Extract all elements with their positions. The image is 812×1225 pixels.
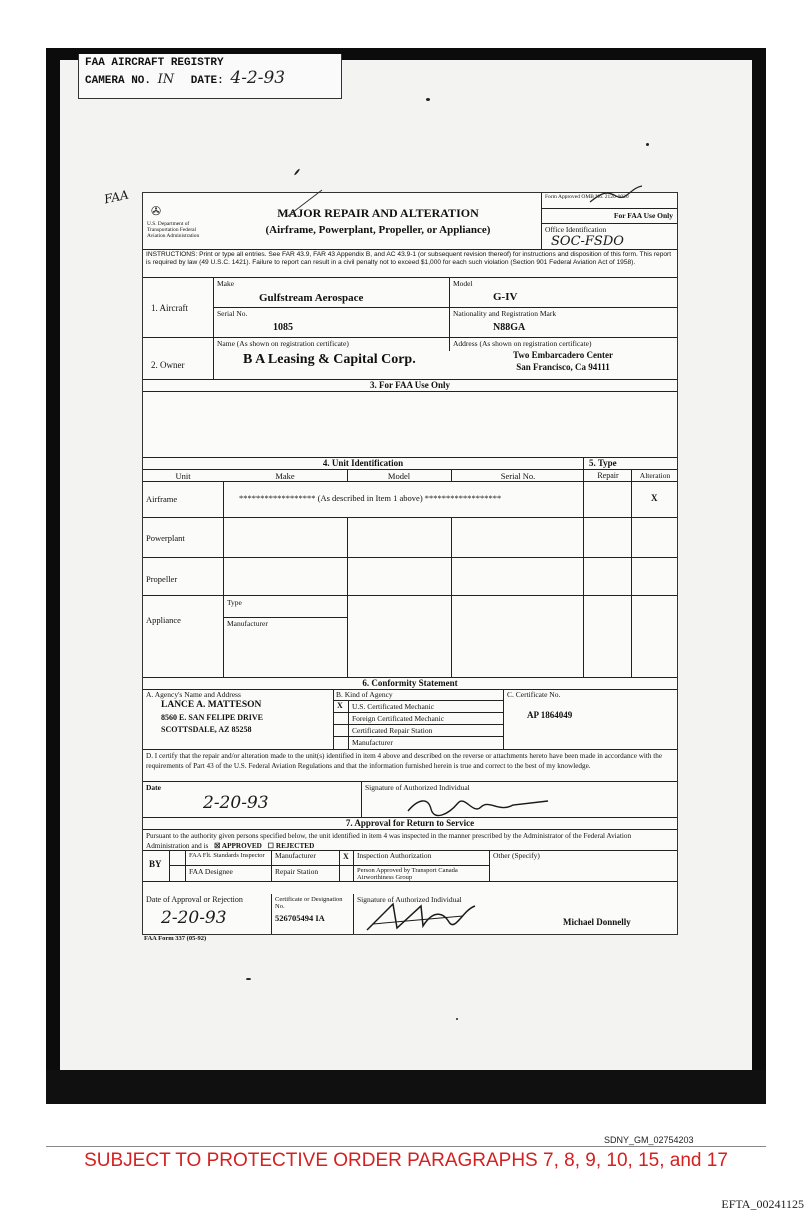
form-title: MAJOR REPAIR AND ALTERATION <box>277 206 479 220</box>
conformity-section-title: 6. Conformity Statement <box>362 678 458 688</box>
agency-address-line1: 8560 E. SAN FELIPE DRIVE <box>161 713 264 722</box>
form-subtitle: (Airframe, Powerplant, Propeller, or Appliance) <box>265 224 491 236</box>
scan-speck <box>646 143 649 146</box>
other-option: Other (Specify) <box>493 851 540 860</box>
protective-order-notice: SUBJECT TO PROTECTIVE ORDER PARAGRAPHS 7, 8, 9, 10, 15, and 17 <box>84 1150 728 1171</box>
registry-stamp <box>78 54 342 99</box>
registry-title: FAA AIRCRAFT REGISTRY <box>85 57 224 69</box>
agency-name-value: LANCE A. MATTESON <box>161 700 262 710</box>
airframe-description: ****************** (As described in Item 1 above) ****************** <box>239 493 502 503</box>
conformity-signature-label: Signature of Authorized Individual <box>365 783 470 792</box>
form-number: FAA Form 337 (05-92) <box>144 935 207 942</box>
scan-border-right <box>752 48 766 1088</box>
approval-cert-value: 526705494 IA <box>275 913 325 923</box>
instructions: INSTRUCTIONS: Print or type all entries. See FAR 43.9, FAR 43 Appendix B, and AC 43.9-1 (or subsequent revision thereof) for instructions and disposition of this form. This report is required by law (49 U.S.C. 1421). Failure to report can result in a civil penalty not to exceed $1,000 for each such violation (Section 901 Federal Aviation Act of 1958). <box>146 251 672 266</box>
type-section-title: 5. Type <box>589 458 617 468</box>
model-value: G-IV <box>493 291 518 303</box>
aircraft-section-label: 1. Aircraft <box>151 303 188 313</box>
scanned-page <box>46 48 766 1104</box>
approval-signer-name: Michael Donnelly <box>563 917 631 927</box>
faa-use-only-label: For FAA Use Only <box>613 211 673 220</box>
inspection-auth-option: Inspection Authorization <box>357 851 432 860</box>
col-header-serial: Serial No. <box>500 471 536 481</box>
model-label: Model <box>453 279 473 288</box>
faa-use-section-title: 3. For FAA Use Only <box>370 380 450 390</box>
repair-station-option: Repair Station <box>275 867 319 876</box>
row-powerplant: Powerplant <box>146 533 185 543</box>
registry-date-label: DATE: <box>190 75 224 87</box>
scan-speck <box>294 168 301 175</box>
nationality-label: Nationality and Registration Mark <box>453 309 557 318</box>
approval-signature <box>363 900 483 934</box>
owner-address-line1: Two Embarcadero Center <box>513 350 613 360</box>
unit-id-section-title: 4. Unit Identification <box>322 458 404 468</box>
by-label: BY <box>149 859 162 869</box>
conformity-date-label: Date <box>146 783 161 792</box>
scan-speck <box>246 978 251 980</box>
make-label: Make <box>217 279 235 288</box>
approval-signature-label: Signature of Authorized Individual <box>357 895 462 904</box>
col-header-alteration: Alteration <box>639 471 671 480</box>
camera-label: CAMERA NO. <box>85 75 152 87</box>
dot-logo-icon: ✇ <box>151 204 162 218</box>
rejected-checkbox: ☐ REJECTED <box>267 842 315 850</box>
col-header-repair: Repair <box>597 471 619 480</box>
appliance-type-label: Type <box>227 598 242 607</box>
scan-border-bottom <box>46 1070 766 1104</box>
scan-border-left <box>46 48 60 1088</box>
fsi-label: FAA Flt. Standards Inspector <box>189 852 265 859</box>
conformity-signature <box>403 791 553 819</box>
appliance-manufacturer-label: Manufacturer <box>227 619 268 628</box>
approval-date-value: 2-20-93 <box>161 908 227 928</box>
serial-label: Serial No. <box>217 309 248 318</box>
row-propeller: Propeller <box>146 574 178 584</box>
conformity-date-value: 2-20-93 <box>203 793 269 813</box>
conformity-statement: D. I certify that the repair and/or alteration made to the unit(s) identified in item 4 above and described on the reverse or attachments hereto have been made in accordance with the requirements of Part 43 of the U.S. Federal Aviation Regulations and that the information furnished herein is true and correct to the best of my knowledge. <box>146 752 663 770</box>
nationality-value: N88GA <box>493 322 526 333</box>
office-id-label: Office Identification <box>545 225 607 234</box>
footer-rule <box>46 1146 766 1147</box>
efta-id: EFTA_00241125 <box>721 1197 804 1211</box>
owner-name-value: B A Leasing & Capital Corp. <box>243 352 416 367</box>
owner-name-label: Name (As shown on registration certificate) <box>217 339 349 348</box>
col-header-unit: Unit <box>175 471 191 481</box>
serial-value: 1085 <box>273 322 293 333</box>
certificate-value: AP 1864049 <box>527 710 573 720</box>
approval-cert-label: Certificate or Designation No. <box>275 896 343 910</box>
return-section-title: 7. Approval for Return to Service <box>345 818 475 828</box>
manufacturer-option: Manufacturer <box>275 851 316 860</box>
kind-mark: X <box>337 701 343 710</box>
camera-number: IN <box>157 72 175 87</box>
owner-address-label: Address (As shown on registration certificate) <box>453 339 592 348</box>
ia-mark: X <box>343 852 349 861</box>
designee-option: FAA Designee <box>189 867 233 876</box>
owner-address-line2: San Francisco, Ca 94111 <box>516 362 610 372</box>
agency-address-line2: SCOTTSDALE, AZ 85258 <box>161 725 252 734</box>
approval-date-label: Date of Approval or Rejection <box>146 895 243 904</box>
col-header-make: Make <box>275 471 295 481</box>
certificate-label: C. Certificate No. <box>507 690 561 699</box>
registry-date: 4-2-93 <box>230 68 286 88</box>
scan-speck <box>456 1018 458 1020</box>
row-appliance: Appliance <box>146 615 181 625</box>
kind-us-mechanic: U.S. Certificated Mechanic <box>352 702 435 711</box>
kind-foreign-mechanic: Foreign Certificated Mechanic <box>352 714 445 723</box>
kind-repair-station: Certificated Repair Station <box>352 726 433 735</box>
approved-checkbox: ☒ APPROVED <box>214 842 262 850</box>
pen-stroke-doodle <box>286 188 326 218</box>
scan-speck <box>426 98 430 101</box>
row-airframe: Airframe <box>146 494 178 504</box>
agency-label: A. Agency's Name and Address <box>146 690 241 699</box>
document-id: SDNY_GM_02754203 <box>604 1135 694 1145</box>
col-header-model: Model <box>387 471 411 481</box>
agency-kind-label: B. Kind of Agency <box>336 690 393 699</box>
kind-manufacturer: Manufacturer <box>352 738 393 747</box>
agency-name: U.S. Department of Transportation Federal Aviation Administration <box>147 221 200 239</box>
return-statement <box>146 831 674 851</box>
canada-option: Person Approved by Transport Canada Airworthiness Group <box>357 867 458 881</box>
check-mark-doodle <box>586 184 646 208</box>
airframe-alteration-mark: X <box>651 493 658 503</box>
faa-form-337 <box>142 192 678 896</box>
make-value: Gulfstream Aerospace <box>259 292 364 304</box>
omb-approval: Form Approved OMB No. 2120-0020 <box>545 194 629 200</box>
approval-bottom-row <box>142 894 678 935</box>
corner-handwritten-note: FAA <box>102 187 130 207</box>
owner-section-label: 2. Owner <box>151 360 185 370</box>
office-id-value: SOC-FSDO <box>551 234 624 249</box>
return-statement-text: Pursuant to the authority given persons specified below, the unit identified in item 4 was inspected in the manner prescribed by the Administrator of the Federal Aviation Administration and is <box>146 832 632 850</box>
